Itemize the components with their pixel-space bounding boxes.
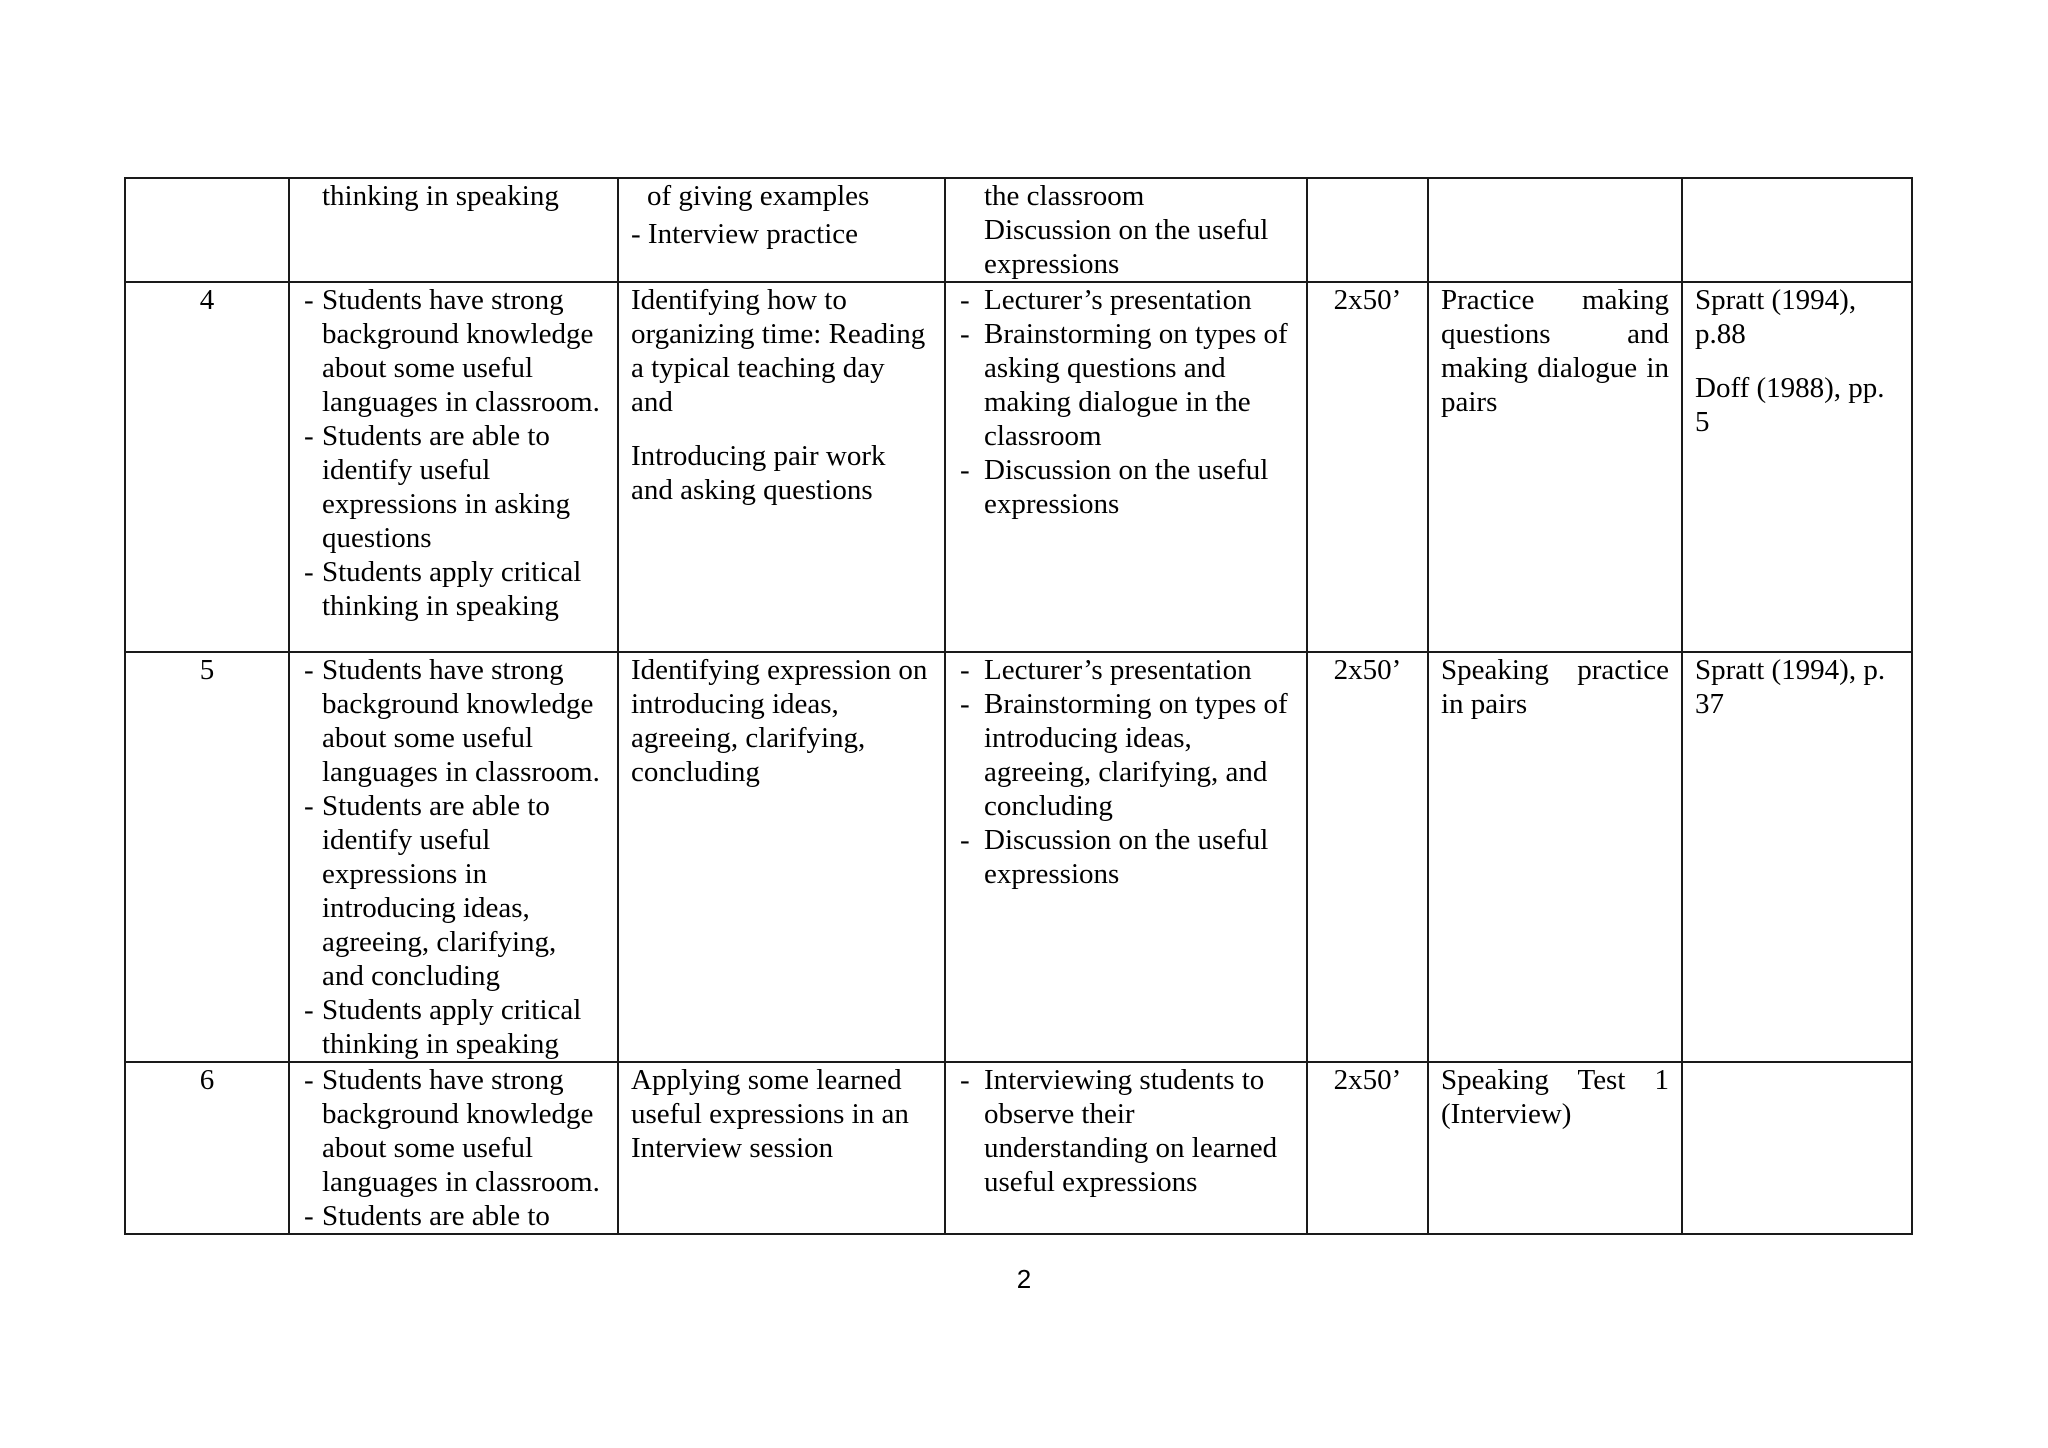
week-cell: 5 [125,652,289,1062]
activity-item: - Brainstorming on types of introducing ideas, agreeing, clarifying, and concluding [958,687,1294,823]
materials-cell [618,652,945,1062]
activity-item: - Interviewing students to observe their understanding on learned useful expressions [958,1063,1294,1199]
material-item: - Interview practice [631,218,859,250]
time-cell: 2x50’ [1307,1062,1428,1234]
activity-continuation: Discussion on the useful [984,214,1269,246]
assessment-cell [1428,178,1682,282]
activity-item: - Lecturer’s presentation [958,283,1294,317]
time-cell: 2x50’ [1307,652,1428,1062]
week-cell: 6 [125,1062,289,1234]
outcome-item: - Students have strong background knowledge about some useful languages in classroom. [302,283,605,419]
table-row [125,652,1912,1062]
activities-list [958,653,1294,891]
assessment-text: Speaking Test 1 (Interview) [1441,1064,1669,1130]
table-row [125,1062,1912,1234]
outcome-item: - Students apply critical thinking in speaking [302,555,605,623]
material-continuation: of giving examples [647,180,870,212]
activities-cell [945,652,1307,1062]
material-text: Introducing pair work and asking questions [631,440,886,506]
outcomes-list [302,283,605,623]
assessment-text: Speaking practice in pairs [1441,654,1669,720]
time-cell: 2x50’ [1307,282,1428,652]
outcome-item: - Students have strong background knowledge about some useful languages in classroom. [302,653,605,789]
outcome-item: - Students apply critical thinking in speaking [302,993,605,1061]
reference-text: Spratt (1994), p.88 [1695,284,1857,350]
week-cell: 4 [125,282,289,652]
activity-item: - Brainstorming on types of asking questions and making dialogue in the classroom [958,317,1294,453]
references-cell [1682,1062,1912,1234]
outcome-item: - Students are able to identify useful expressions in introducing ideas, agreeing, clarifying, and concluding [302,789,605,993]
activity-continuation: expressions [984,248,1120,280]
references-cell [1682,282,1912,652]
time-cell [1307,178,1428,282]
table-row-continued [125,178,1912,282]
activities-list [958,1063,1294,1199]
learning-outcomes-cell [289,282,618,652]
activities-cell [945,1062,1307,1234]
references-cell [1682,652,1912,1062]
material-text: Identifying how to organizing time: Reading a typical teaching day and [631,284,926,418]
activity-item: - Discussion on the useful expressions [958,823,1294,891]
activity-continuation: the classroom [984,180,1145,212]
materials-cell [618,178,945,282]
outcome-item: - Students are able to identify useful expressions in asking questions [302,419,605,555]
assessment-cell [1428,652,1682,1062]
week-cell [125,178,289,282]
page-number: 2 [1016,1264,1032,1294]
reference-text: Doff (1988), pp. 5 [1695,372,1885,438]
outcome-item: - Students are able to [302,1199,605,1233]
activities-cell [945,282,1307,652]
learning-outcomes-cell [289,178,618,282]
material-text: Identifying expression on introducing ideas, agreeing, clarifying, concluding [631,654,928,788]
learning-outcomes-cell [289,1062,618,1234]
table-row [125,282,1912,652]
materials-cell [618,1062,945,1234]
assessment-cell [1428,282,1682,652]
assessment-text: Practice making questions and making dialogue in pairs [1441,284,1669,418]
activity-item: - Discussion on the useful expressions [958,453,1294,521]
references-cell [1682,178,1912,282]
outcomes-list [302,653,605,1061]
activities-list [958,283,1294,521]
outcome-item: - Students have strong background knowledge about some useful languages in classroom. [302,1063,605,1199]
materials-cell [618,282,945,652]
learning-outcomes-cell [289,652,618,1062]
outcome-continuation: thinking in speaking [322,180,559,212]
material-text: Applying some learned useful expressions in an Interview session [631,1064,909,1164]
syllabus-table [124,177,1913,1235]
assessment-cell [1428,1062,1682,1234]
reference-text: Spratt (1994), p. 37 [1695,654,1886,720]
activities-cell [945,178,1307,282]
activity-item: - Lecturer’s presentation [958,653,1294,687]
outcomes-list [302,1063,605,1233]
